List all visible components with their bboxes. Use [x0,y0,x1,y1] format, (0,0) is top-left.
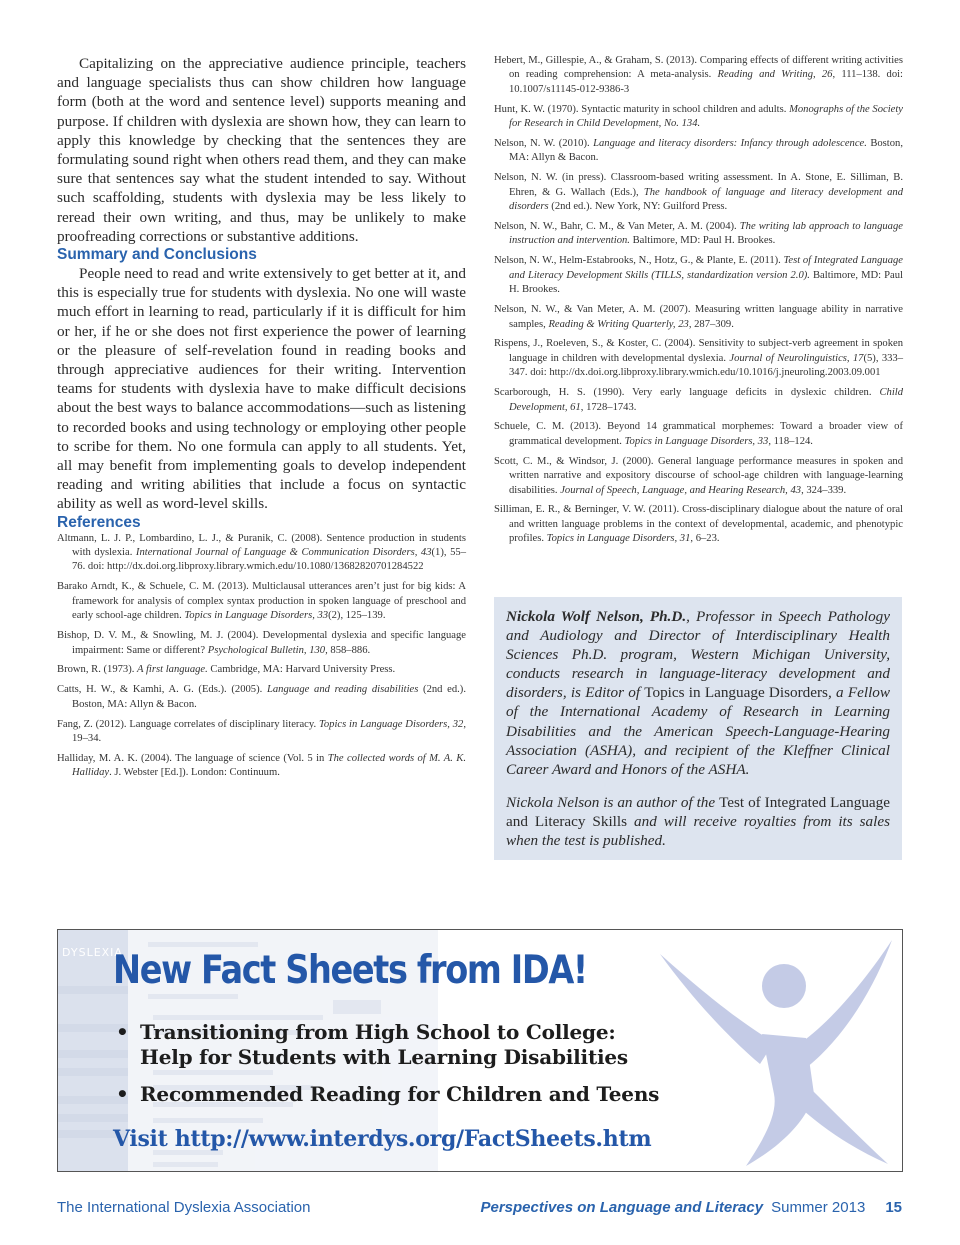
test-name: Test of Integrated Language and Literacy Skills [506,793,890,830]
footer-publication: Perspectives on Language and Literacy [480,1199,764,1216]
reference-entry: Brown, R. (1973). A first language. Cambridge, MA: Harvard University Press. [57,664,396,676]
reference-entry: Silliman, E. R., & Berninger, V. W. (2011). Cross-disciplinary dialogue about the nature of oral and written language problems in the context of developmental, academic, and phenotypic profiles. Topics in Language Disorders, 31, 6–23. [494,504,903,545]
references-list-right [494,54,903,547]
reference-entry: Nelson, N. W. (2010). Language and literacy disorders: Infancy through adolescence. Boston, MA: Allyn & Bacon. [494,138,903,164]
left-column [57,54,466,786]
fact-sheet-item[interactable]: • Recommended Reading for Children and Teens [116,1082,659,1107]
reference-entry: Bishop, D. V. M., & Snowling, M. J. (2004). Developmental dyslexia and specific language impairment: Same or different? Psychological Bulletin, 130, 858–886. [57,630,466,656]
references-heading: References [57,513,141,531]
ad-title: New Fact Sheets from IDA! [113,948,587,993]
bio-paragraph-2: Nickola Nelson is an author of the Test of Integrated Language and Literacy Skills and will receive royalties from its sales when the test is published. [506,793,890,850]
footer-issue: Summer 2013 [771,1199,866,1216]
reference-entry: Scott, C. M., & Windsor, J. (2000). General language performance measures in spoken and written narrative and expository discourse of school-age children with language-learning disabilities. Journal of Speech, Language, and Hearing Research, 43, 324–339. [494,455,903,496]
intro-paragraph: Capitalizing on the appreciative audience principle, teachers and language specialists thus can show children how language form (both at the word and sentence level) supports meaning and purpose. If children with dyslexia are shown how, they can learn to apply this knowledge by checking that the sentences they are formulating sound right when others read them, and they can make sure that sentences say what the student intended to say. Without such scaffolding, students with dyslexia may be less likely to reread their own writing, and thus, may be unlikely to make proofreading corrections or substantive additions. [57,55,466,245]
author-name: Nickola Wolf Nelson, Ph.D. [506,608,687,625]
reference-entry: Altmann, L. J. P., Lombardino, L. J., & Puranik, C. (2008). Sentence production in students with dyslexia. International Journal of Language & Communication Disorders, 43(1), 55–76. doi: http://dx.doi.org.libproxy.library.wmich.edu/10.1080/13682820701284522 [57,532,466,573]
reference-entry: Rispens, J., Roeleven, S., & Koster, C. (2004). Sensitivity to subject-verb agreement in spoken language in children with developmental dyslexia. Journal of Neurolinguistics, 17(5), 333–347. doi: http://dx.doi.org.libproxy.library.wmich.edu/10.1016/j.jneuroling.2003.09.001 [494,338,904,379]
reference-entry: Hebert, M., Gillespie, A., & Graham, S. (2013). Comparing effects of different writing activities on reading comprehension: A meta-analysis. Reading and Writing, 26, 111–138. doi: 10.1007/s11145-012-9386-3 [494,55,903,95]
summary-paragraph: People need to read and write extensively to get better at it, and this is especially true for students with dyslexia. No one will waste much effort in learning to read, particularly if it is difficult for him or her, if he or she does not first experience the power of learning or the pleasure of self-revelation found in reading books and through appreciative audiences for their writing. Intervention teams for students with dyslexia have to make difficult decisions about the best ways to balance accommodations—such as listening to recorded books and using technology or employing other people to scribe for them. No one formula can apply to all students. Yet, all may benefit from implementing goals to develop independent reading and writing abilities that include a focus on syntactic ability as well as word-level skills. [57,265,466,513]
ida-star-figure-icon [656,934,896,1168]
reference-entry: Barako Arndt, K., & Schuele, C. M. (2013). Multiclausal utterances aren’t just for big kids: A framework for analysis of complex syntax production in spoken language of preschool and early school-age children. Topics in Language Disorders, 33(2), 125–139. [57,581,466,622]
bio-paragraph-1: Nickola Wolf Nelson, Ph.D., Professor in Speech Pathology and Audiology and Director of Interdisciplinary Health Sciences Ph.D. program, Western Michigan University, conducts research in language-literacy development and disorders, is Editor of Topics in Language Disorders, a Fellow of the International Academy of Research in Learning Disabilities and the American Speech-Language-Hearing Association (ASHA), and recipient of the Kleffner Clinical Career Award and Honors of the ASHA. [506,608,891,778]
author-bio-box [494,597,902,860]
right-column [494,54,903,552]
page-number: 15 [885,1199,902,1216]
reference-entry: Halliday, M. A. K. (2004). The language of science (Vol. 5 in The collected words of M. A. K. Halliday. J. Webster [Ed.]). London: Continuum. [57,752,466,779]
reference-entry: Scarborough, H. S. (1990). Very early language deficits in dyslexic children. Child Development, 61, 1728–1743. [494,387,903,413]
reference-entry: Hunt, K. W. (1970). Syntactic maturity in school children and adults. Monographs of the Society for Research in Child Development, No. 134. [494,103,903,130]
references-list-left [57,532,466,781]
footer-organization: The International Dyslexia Association [57,1199,311,1216]
reference-entry: Nelson, N. W., Helm-Estabrooks, N., Hotz, G., & Plante, E. (2011). Test of Integrated Language and Literacy Development Skills (TILLS, standardization version 2.0). Baltimore, MD: Paul H. Brookes. [494,255,903,296]
footer-publication-info [480,1199,902,1219]
reference-entry: Catts, H. W., & Kamhi, A. G. (Eds.). (2005). Language and reading disabilities (2nd ed.). Boston, MA: Allyn & Bacon. [57,684,466,710]
fact-sheet-item[interactable]: • Transitioning from High School to College: Help for Students with Learning Disabilities [116,1020,659,1070]
reference-entry: Nelson, N. W., Bahr, C. M., & Van Meter, A. M. (2004). The writing lab approach to language instruction and intervention. Baltimore, MD: Paul H. Brookes. [494,221,903,247]
ad-bg-label: DYSLEXIA [62,946,123,959]
reference-entry: Nelson, N. W., & Van Meter, A. M. (2007). Measuring written language ability in narrative samples, Reading & Writing Quarterly, 23, 287–309. [494,304,903,330]
reference-entry: Fang, Z. (2012). Language correlates of disciplinary literacy. Topics in Language Disorders, 32, 19–34. [57,718,467,745]
reference-entry: Nelson, N. W. (in press). Classroom-based writing assessment. In A. Stone, E. Silliman, B. Ehren, & G. Wallach (Eds.), The handbook of language and literacy development and disorders (2nd ed.). New York, NY: Guilford Press. [494,172,904,213]
journal-name: Topics in Language Disorders [644,684,828,702]
summary-heading: Summary and Conclusions [57,246,257,264]
ad-url-link[interactable]: Visit http://www.interdys.org/FactSheets.htm [113,1126,652,1152]
reference-entry: Schuele, C. M. (2013). Beyond 14 grammatical morphemes: Toward a broader view of grammatical development. Topics in Language Disorders, 33, 118–124. [494,421,903,447]
ida-fact-sheets-ad[interactable] [57,929,903,1172]
ad-fact-sheet-list [116,1020,659,1119]
